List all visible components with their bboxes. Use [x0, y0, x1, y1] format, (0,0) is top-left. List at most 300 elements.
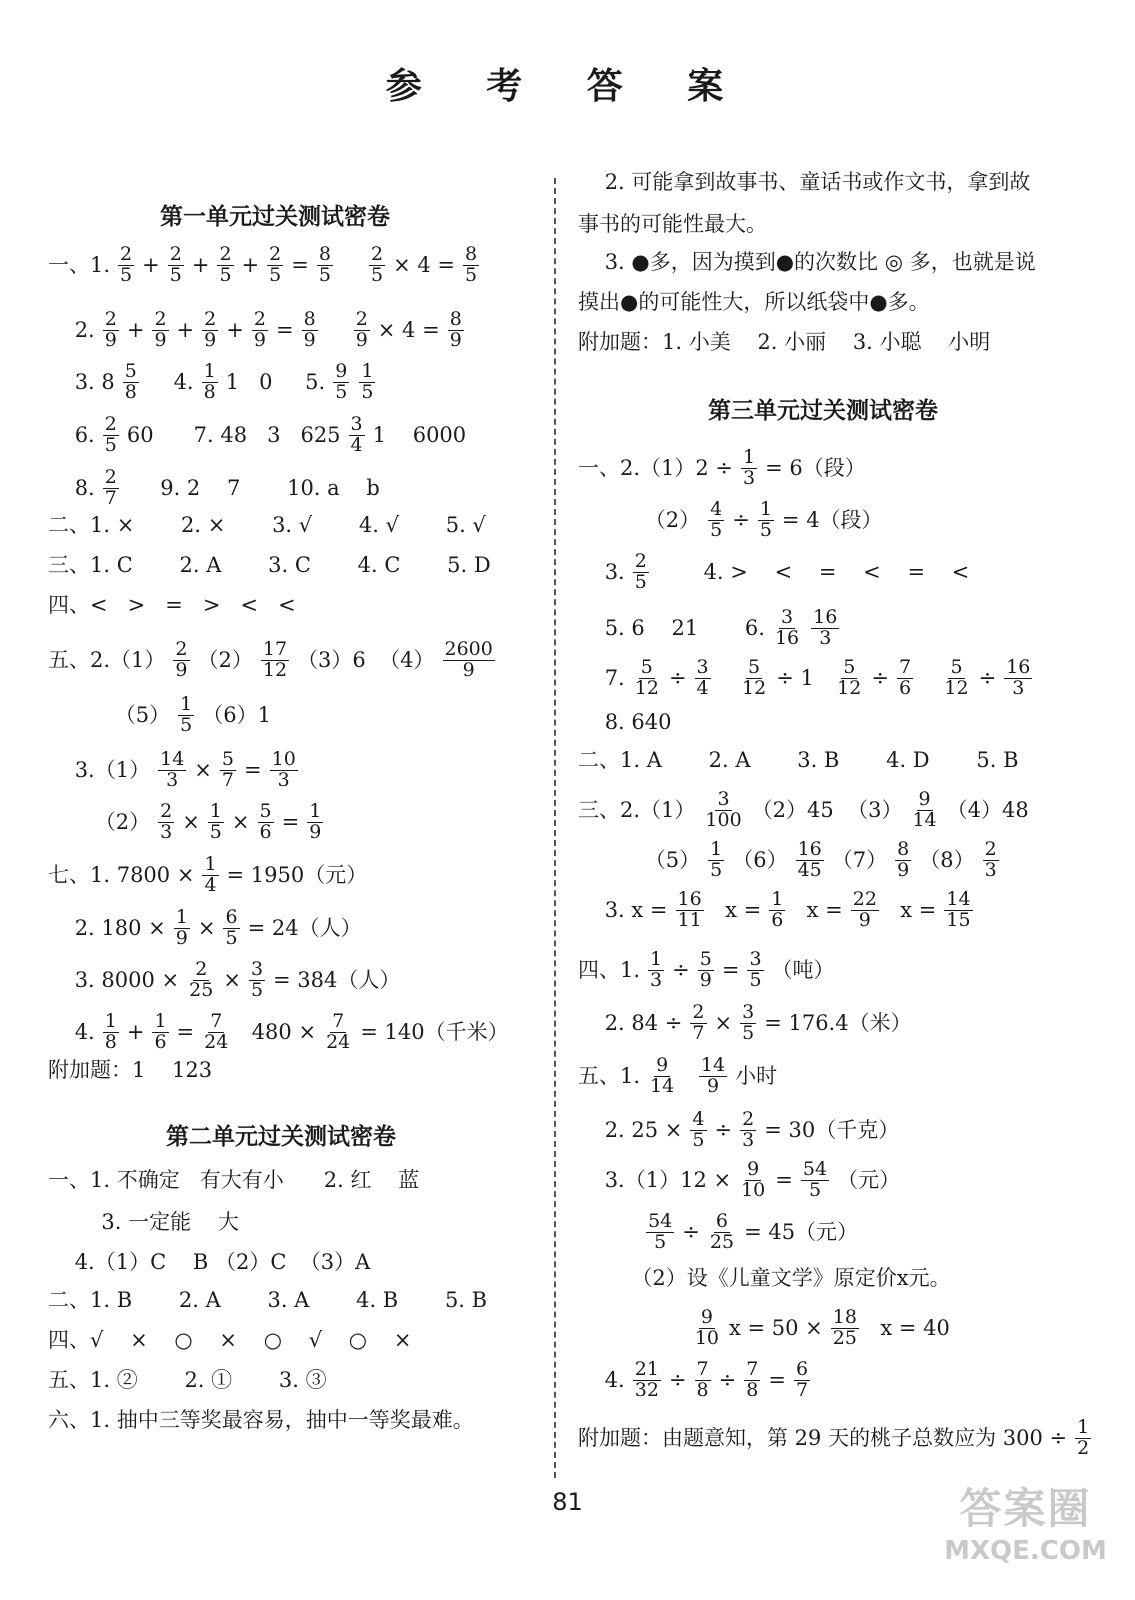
fraction-denominator: 7 — [221, 768, 234, 791]
answer-text: = — [244, 757, 262, 782]
answer-text: 五、1. — [578, 1063, 641, 1088]
answer-line — [578, 252, 1036, 273]
answer-text: = 6（段） — [765, 455, 866, 480]
fraction — [178, 695, 194, 736]
fraction-numerator: 8 — [449, 308, 462, 330]
fraction-denominator: 3 — [277, 768, 290, 791]
fraction-numerator: 2 — [169, 243, 182, 265]
fraction-numerator: 5 — [699, 948, 712, 970]
fraction-denominator: 9 — [303, 328, 316, 351]
section-title: 第二单元过关测试密卷 — [166, 1124, 396, 1150]
fraction-numerator: 4 — [710, 498, 723, 520]
fraction-denominator: 25 — [832, 1326, 857, 1349]
answer-text: ÷ — [672, 957, 690, 982]
fraction — [302, 310, 318, 351]
fraction — [741, 448, 757, 489]
fraction-numerator: 16 — [813, 606, 838, 628]
answer-text: × 4 = — [377, 317, 440, 342]
answer-line — [578, 608, 841, 649]
answer-text: = — [281, 809, 300, 834]
answer-text: 7. — [578, 665, 625, 690]
fraction — [633, 658, 661, 699]
answer-text: （6）1 — [202, 702, 271, 727]
answer-text: × — [194, 757, 212, 782]
section-title: 第三单元过关测试密卷 — [708, 398, 938, 424]
answer-text: = 176.4（米） — [764, 1010, 912, 1035]
fraction-denominator: 24 — [326, 1030, 351, 1053]
fraction — [796, 840, 824, 881]
fraction-denominator: 5 — [710, 518, 723, 541]
answer-text: （2） — [578, 507, 701, 532]
answer-text: 4. — [146, 369, 194, 394]
fraction-denominator: 5 — [692, 1128, 705, 1151]
fraction — [648, 1056, 676, 1097]
answer-line — [578, 1268, 951, 1289]
fraction — [158, 802, 174, 843]
fraction-numerator: 14 — [160, 748, 185, 770]
answer-text: 5. — [278, 369, 326, 394]
fraction — [217, 245, 233, 286]
answer-text: ÷ — [682, 1219, 700, 1244]
answer-text: （8） — [919, 847, 975, 872]
answer-text: 四、< > = > < < — [48, 593, 296, 617]
fraction — [152, 1012, 168, 1053]
fraction-denominator: 9 — [699, 968, 712, 991]
fraction-numerator: 5 — [124, 360, 137, 382]
fraction-numerator: 2 — [204, 308, 217, 330]
fraction — [152, 310, 168, 351]
answer-text: 4. — [48, 1019, 95, 1044]
answer-text: 4. > < = < = < — [656, 559, 970, 584]
answer-text — [326, 320, 346, 341]
answer-text: 480 × — [238, 1019, 317, 1044]
answer-text: 1 6000 — [372, 422, 467, 447]
fraction-numerator: 5 — [640, 656, 653, 678]
answer-line — [578, 1056, 777, 1097]
fraction-denominator: 5 — [225, 926, 238, 949]
fraction — [261, 640, 289, 681]
fraction — [910, 790, 938, 831]
answer-text: ÷ — [871, 665, 889, 690]
fraction-numerator: 2 — [269, 243, 282, 265]
fraction-denominator: 5 — [808, 1178, 822, 1201]
answer-text: + — [126, 317, 145, 342]
fraction-denominator: 5 — [335, 380, 348, 403]
fraction-denominator: 5 — [169, 263, 182, 286]
answer-text: 二、1. B 2. A 3. A 4. B 5. B — [48, 1288, 488, 1312]
fraction-numerator: 7 — [746, 1358, 759, 1380]
answer-text: 摸出●的可能性大，所以纸袋中●多。 — [578, 290, 930, 314]
fraction-numerator: 7 — [210, 1010, 223, 1032]
fraction — [740, 1003, 756, 1044]
fraction-numerator: 3 — [350, 413, 363, 435]
fraction-denominator: 7 — [692, 1021, 705, 1044]
fraction-numerator: 2 — [160, 800, 173, 822]
fraction-denominator: 8 — [746, 1378, 759, 1401]
fraction-denominator: 24 — [204, 1030, 229, 1053]
fraction — [942, 658, 970, 699]
fraction-denominator: 12 — [262, 658, 288, 681]
fraction-numerator: 1 — [309, 800, 322, 822]
fraction — [811, 608, 839, 649]
fraction — [252, 310, 268, 351]
fraction-denominator: 9 — [706, 1074, 720, 1097]
watermark-url: MXQE.COM — [944, 1536, 1107, 1566]
fraction-numerator: 16 — [797, 838, 822, 860]
answer-line — [48, 908, 362, 949]
answer-text: = 30（千克） — [764, 1117, 900, 1142]
fraction — [944, 890, 972, 931]
answer-text: 4. — [578, 1367, 625, 1392]
fraction-denominator: 3 — [1012, 676, 1025, 699]
fraction-denominator: 5 — [654, 1230, 667, 1253]
answer-line — [578, 1160, 900, 1201]
answer-text: 8. — [48, 475, 95, 500]
answer-text: （吨） — [771, 957, 835, 982]
answer-text: x = — [711, 897, 762, 922]
fraction-denominator: 8 — [696, 1378, 709, 1401]
fraction-denominator: 9 — [897, 858, 910, 881]
answer-text: 一、2.（1）2 ÷ — [578, 455, 734, 480]
answer-text — [578, 1318, 685, 1339]
answer-text: + — [176, 317, 195, 342]
answer-text — [684, 1066, 691, 1087]
fraction — [354, 310, 370, 351]
fraction — [895, 840, 911, 881]
fraction-denominator: 45 — [797, 858, 822, 881]
fraction — [1004, 658, 1032, 699]
fraction — [646, 1212, 674, 1253]
answer-line — [578, 840, 1001, 881]
fraction-numerator: 22 — [852, 888, 877, 910]
answer-line — [48, 1410, 474, 1431]
answer-text: 1 0 — [225, 369, 273, 394]
answer-line — [48, 415, 466, 456]
fraction-numerator: 1 — [104, 1010, 117, 1032]
answer-text: （4）48 — [946, 797, 1029, 822]
fraction-numerator: 1 — [209, 800, 222, 822]
answer-text: 一、1. — [48, 252, 111, 277]
fraction — [633, 552, 649, 593]
answer-line — [48, 515, 486, 536]
fraction-denominator: 5 — [759, 518, 772, 541]
fraction-numerator: 1 — [1077, 1416, 1090, 1438]
answer-line — [48, 468, 380, 509]
fraction-denominator: 5 — [634, 570, 647, 593]
answer-text: + — [241, 252, 260, 277]
fraction — [794, 1360, 810, 1401]
answer-text — [578, 1222, 638, 1243]
fraction-numerator: 2 — [154, 308, 167, 330]
answer-line — [578, 890, 975, 931]
fraction-denominator: 9 — [154, 328, 167, 351]
fraction-denominator: 2 — [1077, 1436, 1090, 1459]
answer-line — [578, 950, 835, 991]
answer-text: （2）设《儿童文学》原定价x元。 — [578, 1266, 951, 1290]
fraction — [220, 750, 236, 791]
fraction — [267, 245, 283, 286]
answer-line — [48, 245, 481, 286]
answer-text: 9. 2 7 10. a b — [126, 475, 380, 500]
answer-text: 5. 6 21 6. — [578, 615, 765, 640]
fraction — [359, 362, 375, 403]
answer-line — [48, 960, 400, 1001]
fraction-numerator: 8 — [897, 838, 910, 860]
fraction — [690, 1003, 706, 1044]
fraction — [208, 802, 224, 843]
answer-line — [48, 362, 377, 403]
fraction-numerator: 2600 — [444, 638, 493, 660]
fraction — [118, 245, 134, 286]
answer-text: （2） — [197, 647, 253, 672]
fraction-numerator: 1 — [154, 1010, 167, 1032]
fraction — [168, 245, 184, 286]
answer-text: x = — [793, 897, 843, 922]
fraction — [851, 890, 879, 931]
answer-line — [578, 172, 1030, 193]
answer-text: （7） — [831, 847, 888, 872]
fraction — [690, 1110, 706, 1151]
fraction-denominator: 5 — [120, 263, 133, 286]
fraction-numerator: 1 — [759, 498, 772, 520]
answer-text: x = 40 — [866, 1315, 950, 1340]
fraction-denominator: 32 — [634, 1378, 659, 1401]
answer-line — [48, 640, 497, 681]
fraction-numerator: 5 — [748, 656, 761, 678]
answer-line — [578, 500, 883, 541]
answer-line — [578, 1360, 812, 1401]
fraction — [897, 658, 913, 699]
fraction-denominator: 3 — [166, 768, 179, 791]
fraction-denominator: 7 — [104, 486, 117, 509]
answer-text: 一、1. 不确定 有大有小 2. 红 蓝 — [48, 1168, 420, 1192]
fraction-denominator: 5 — [250, 978, 264, 1001]
fraction — [202, 1012, 230, 1053]
fraction-numerator: 3 — [742, 1001, 755, 1023]
fraction-numerator: 1 — [771, 888, 784, 910]
answer-line — [48, 1060, 212, 1081]
answer-text: 三、2.（1） — [578, 797, 696, 822]
fraction-numerator: 54 — [802, 1158, 828, 1180]
answer-text — [719, 668, 732, 689]
fraction-numerator: 2 — [195, 958, 208, 980]
fraction-denominator: 25 — [709, 1230, 735, 1253]
fraction-numerator: 3 — [749, 948, 762, 970]
fraction — [831, 1308, 859, 1349]
fraction-denominator: 5 — [269, 263, 282, 286]
fraction-numerator: 1 — [175, 906, 188, 928]
answer-text: 五、1. ② 2. ① 3. ③ — [48, 1368, 327, 1392]
fraction — [693, 1308, 721, 1349]
fraction — [835, 658, 863, 699]
fraction-denominator: 5 — [710, 858, 723, 881]
fraction-denominator: 7 — [795, 1378, 809, 1401]
fraction — [249, 960, 265, 1001]
fraction-numerator: 8 — [318, 243, 331, 265]
fraction — [333, 362, 349, 403]
answer-line — [578, 712, 672, 733]
fraction — [349, 415, 365, 456]
answer-text: 2. 84 ÷ — [578, 1010, 683, 1035]
answer-text: ÷ 1 — [776, 665, 828, 690]
fraction-numerator: 2 — [634, 550, 647, 572]
fraction-denominator: 10 — [741, 1178, 766, 1201]
answer-text: + — [191, 252, 210, 277]
fraction-numerator: 5 — [843, 656, 856, 678]
fraction-numerator: 2 — [355, 308, 368, 330]
fraction — [676, 890, 704, 931]
fraction-numerator: 1 — [743, 446, 756, 468]
fraction-denominator: 5 — [180, 713, 193, 736]
fraction — [773, 608, 801, 649]
answer-text: 三、1. C 2. A 3. C 4. C 5. D — [48, 553, 491, 577]
fraction — [258, 802, 274, 843]
page-title: 参 考 答 案 — [385, 65, 750, 107]
answer-text: = 24（人） — [247, 915, 362, 940]
fraction — [633, 1360, 661, 1401]
answer-text: = 4（段） — [781, 507, 883, 532]
fraction-denominator: 9 — [355, 328, 368, 351]
fraction-numerator: 3 — [781, 606, 794, 628]
answer-line — [578, 214, 767, 235]
fraction-numerator: 1 — [650, 948, 663, 970]
answer-text: = — [176, 1019, 195, 1044]
answer-text: 小时 — [735, 1063, 778, 1088]
fraction-denominator: 6 — [154, 1030, 167, 1053]
fraction-denominator: 9 — [309, 820, 322, 843]
answer-line — [48, 855, 367, 896]
fraction — [448, 310, 464, 351]
answer-text: ÷ — [732, 507, 750, 532]
answer-line — [578, 790, 1029, 831]
fraction-numerator: 1 — [361, 360, 374, 382]
fraction-numerator: 2 — [370, 243, 384, 265]
answer-text: 3. 8 — [48, 369, 115, 394]
fraction-numerator: 18 — [832, 1306, 857, 1328]
answer-line — [48, 1330, 411, 1351]
fraction-denominator: 8 — [104, 1030, 117, 1053]
answer-line — [578, 1110, 899, 1151]
fraction-denominator: 5 — [219, 263, 232, 286]
fraction-denominator: 3 — [650, 968, 663, 991]
answer-text: = — [721, 957, 740, 982]
answer-line — [48, 1370, 327, 1391]
fraction-numerator: 9 — [918, 788, 931, 810]
fraction-numerator: 10 — [271, 748, 296, 770]
answer-text: 六、1. 抽中三等奖最容易，抽中一等奖最难。 — [48, 1408, 474, 1432]
fraction-numerator: 17 — [262, 638, 288, 660]
answer-text: （2）45 （3） — [751, 797, 903, 822]
fraction-numerator: 6 — [715, 1210, 729, 1232]
answer-text: 二、1. A 2. A 3. B 4. D 5. B — [578, 748, 1019, 772]
answer-text: 附加题：1 123 — [48, 1058, 213, 1082]
answer-text: 3. — [578, 559, 625, 584]
answer-line — [578, 332, 990, 353]
answer-text — [921, 668, 934, 689]
fraction-numerator: 5 — [950, 656, 963, 678]
fraction — [708, 1212, 736, 1253]
fraction-denominator: 8 — [203, 380, 216, 403]
fraction-numerator: 5 — [221, 748, 234, 770]
fraction — [103, 468, 119, 509]
answer-text: × — [714, 1010, 733, 1035]
answer-text: × — [182, 809, 200, 834]
fraction — [103, 415, 119, 456]
answer-line — [48, 595, 296, 616]
fraction-denominator: 5 — [318, 263, 331, 286]
fraction-numerator: 8 — [464, 243, 478, 265]
section-title: 第一单元过关测试密卷 — [160, 204, 390, 230]
fraction-denominator: 6 — [259, 820, 272, 843]
fraction-denominator: 12 — [944, 676, 969, 699]
answer-text: × — [231, 809, 250, 834]
answer-line — [48, 802, 325, 843]
fraction-numerator: 2 — [175, 638, 188, 660]
fraction-numerator: 2 — [692, 1001, 705, 1023]
fraction — [463, 245, 479, 286]
answer-text: 四、√ × ○ × ○ √ ○ × — [48, 1328, 412, 1352]
fraction-denominator: 5 — [104, 433, 117, 456]
fraction — [695, 658, 711, 699]
answer-text: 3. ●多，因为摸到●的次数比 ◎ 多，也就是说 — [578, 250, 1036, 274]
answer-line — [48, 1170, 419, 1191]
answer-text: 七、1. 7800 × — [48, 862, 195, 887]
fraction-denominator: 9 — [204, 328, 217, 351]
fraction-denominator: 3 — [984, 858, 997, 881]
answer-text: 附加题：由题意知，第 29 天的桃子总数应为 300 ÷ — [578, 1425, 1068, 1450]
answer-text: （6） — [732, 847, 788, 872]
fraction-numerator: 54 — [648, 1210, 673, 1232]
answer-line — [578, 658, 1034, 699]
answer-text: = 1950（元） — [226, 862, 368, 887]
answer-text: 60 7. 48 3 625 — [126, 422, 341, 447]
fraction — [708, 840, 724, 881]
fraction — [1075, 1418, 1091, 1459]
fraction-numerator: 2 — [120, 243, 133, 265]
fraction-numerator: 3 — [696, 656, 709, 678]
fraction-denominator: 4 — [204, 873, 217, 896]
fraction-denominator: 9 — [175, 926, 188, 949]
fraction — [307, 802, 323, 843]
fraction-numerator: 7 — [696, 1358, 709, 1380]
fraction — [744, 1360, 760, 1401]
fraction — [703, 790, 743, 831]
fraction-denominator: 8 — [124, 380, 137, 403]
answer-text: 3. 8000 × — [48, 967, 180, 992]
answer-line — [48, 310, 466, 351]
fraction-denominator: 9 — [449, 328, 462, 351]
fraction-numerator: 21 — [634, 1358, 659, 1380]
answer-text: 3. 一定能 大 — [48, 1210, 239, 1234]
fraction-numerator: 2 — [984, 838, 997, 860]
answer-text: 4.（1）C B （2）C （3）A — [48, 1250, 371, 1274]
fraction-numerator: 6 — [795, 1358, 809, 1380]
fraction-denominator: 16 — [774, 626, 800, 649]
answer-line — [578, 448, 866, 489]
fraction — [801, 1160, 829, 1201]
fraction-denominator: 9 — [462, 658, 475, 681]
answer-text: = 384（人） — [273, 967, 401, 992]
watermark-text: 答案圈 — [959, 1484, 1092, 1533]
fraction-denominator: 9 — [175, 658, 188, 681]
answer-text: 3. x = — [578, 897, 668, 922]
answer-line — [48, 1252, 370, 1273]
fraction-numerator: 3 — [250, 958, 264, 980]
answer-line — [578, 750, 1019, 771]
fraction — [324, 1012, 352, 1053]
answer-text: = — [775, 1167, 793, 1192]
fraction-denominator: 5 — [361, 380, 374, 403]
